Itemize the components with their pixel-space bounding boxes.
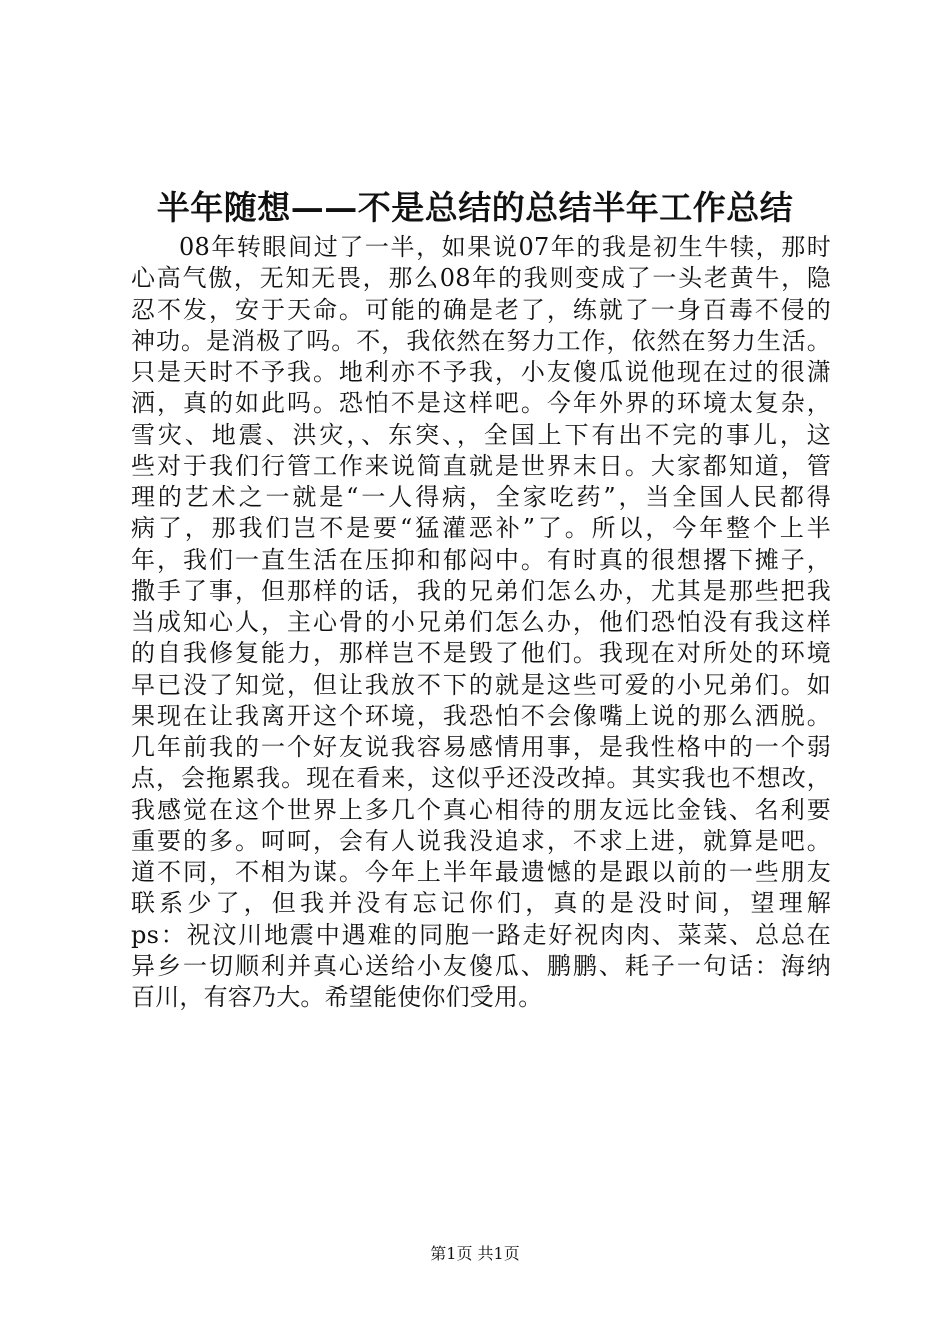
body-line: 点，会拖累我。现在看来，这似乎还没改掉。其实我也不想改， [131,764,831,793]
body-line: 道不同，不相为谋。今年上半年最遗憾的是跟以前的一些朋友 [131,858,831,886]
body-line: ps：祝汶川地震中遇难的同胞一路走好祝肉肉、菜菜、总总在 [131,920,831,949]
body-line: 早已没了知觉，但让我放不下的就是这些可爱的小兄弟们。如 [131,670,831,699]
body-line: 忍不发，安于天命。可能的确是老了，练就了一身百毒不侵的 [131,295,831,324]
body-line: 理的艺术之一就是“一人得病，全家吃药”，当全国人民都得 [131,483,831,511]
body-line: 异乡一切顺利并真心送给小友傻瓜、鹏鹏、耗子一句话：海纳 [131,951,831,980]
body-line: 我感觉在这个世界上多几个真心相待的朋友远比金钱、名利要 [131,795,831,824]
body-line: 百川，有容乃大。希望能使你们受用。 [131,983,543,1011]
body-line: 的自我修复能力，那样岂不是毁了他们。我现在对所处的环境 [131,639,831,668]
page-number-footer: 第1页 共1页 [430,1244,520,1263]
body-line: 年，我们一直生活在压抑和郁闷中。有时真的很想撂下摊子， [131,545,831,574]
body-line: 果现在让我离开这个环境，我恐怕不会像嘴上说的那么洒脱。 [131,701,831,730]
body-line: 些对于我们行管工作来说简直就是世界末日。大家都知道，管 [131,451,831,480]
body-line: 只是天时不予我。地利亦不予我，小友傻瓜说他现在过的很潇 [131,358,831,386]
document-title: 半年随想——不是总结的总结半年工作总结 [156,188,794,227]
body-line: 洒，真的如此吗。恐怕不是这样吧。今年外界的环境太复杂， [131,389,831,418]
body-line: 几年前我的一个好友说我容易感情用事，是我性格中的一个弱 [131,733,831,761]
body-line: 雪灾、地震、洪灾，、东突、，全国上下有出不完的事儿，这 [131,420,831,449]
body-line: 病了，那我们岂不是要“猛灌恶补”了。所以，今年整个上半 [131,514,831,543]
body-line: 当成知心人，主心骨的小兄弟们怎么办，他们恐怕没有我这样 [131,608,831,636]
body-line: 心高气傲，无知无畏，那么08年的我则变成了一头老黄牛，隐 [131,264,831,293]
document-body [131,232,831,1013]
body-line: 08年转眼间过了一半，如果说07年的我是初生牛犊，那时 [179,233,831,261]
body-line: 重要的多。呵呵，会有人说我没追求，不求上进，就算是吧。 [131,826,831,855]
body-line: 神功。是消极了吗。不，我依然在努力工作，依然在努力生活。 [131,326,831,355]
body-line: 联系少了，但我并没有忘记你们，真的是没时间，望理解 [131,889,831,918]
body-line: 撒手了事，但那样的话，我的兄弟们怎么办，尤其是那些把我 [131,576,831,605]
